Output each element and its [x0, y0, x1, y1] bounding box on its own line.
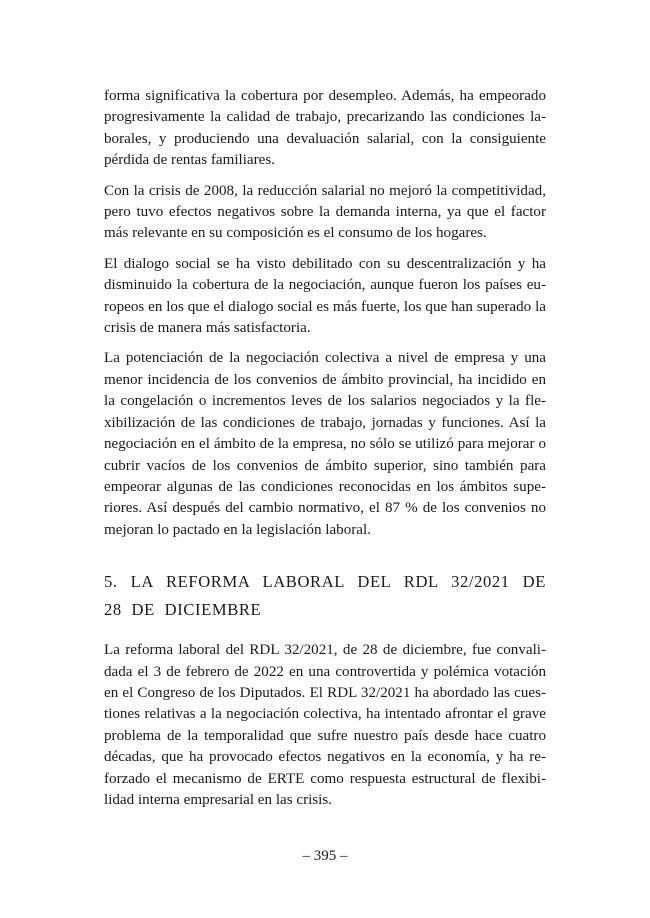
- page-number: – 395 –: [302, 848, 348, 864]
- paragraph-social-dialogue: El dialogo social se ha visto debilitado con su descentralización y ha disminuido la cobertura de la negociación, aunque fueron los países europeos en los que el dialogo social es más fuerte, los que han superado la crisis de manera más satisfactoria.: [104, 255, 546, 337]
- section-heading: 5. LA REFORMA LABORAL DEL RDL 32/2021 DE 28 DE DICIEMBRE: [104, 572, 546, 620]
- paragraph-labour-reform: La reforma laboral del RDL 32/2021, de 28 de diciembre, fue convalidada el 3 de febrero de 2022 en una controvertida y polémica votación en el Congreso de los Diputados. El RDL 32/2021 ha abordado las cuestiones relativas a la negociación colectiva, ha intentado afrontar el grave problema de la temporalidad que sufre nuestro país desde hace cuatro décadas, que ha provocado efectos negativos en la economía, y ha reforzado el mecanismo de ERTE como respuesta estructural de flexibilidad interna empresarial en las crisis.: [104, 642, 546, 808]
- page-body: [104, 86, 546, 820]
- paragraph-unemployment-coverage: forma significativa la cobertura por desempleo. Además, ha empeorado progresivamente la calidad de trabajo, precarizando las condiciones laborales, y produciendo una devaluación salarial, con la consiguiente pérdida de rentas familiares.: [104, 88, 546, 169]
- paragraph-crisis-2008: Con la crisis de 2008, la reducción salarial no mejoró la competitividad, pero tuvo efectos negativos sobre la demanda interna, ya que el factor más relevante en su composición es el consumo de los hogares.: [104, 182, 546, 242]
- paragraph-collective-bargaining: La potenciación de la negociación colectiva a nivel de empresa y una menor incidencia de los convenios de ámbito provincial, ha incidido en la congelación o incrementos leves de los salarios negociados y la flexibilización de las condiciones de trabajo, jornadas y funciones. Así la negociación en el ámbito de la empresa, no sólo se utilizó para mejorar o cubrir vacíos de los convenios de ámbito superior, sino también para empeorar algunas de las condiciones reconocidas en los ámbitos superiores. Así después del cambio normativo, el 87 % de los convenios no mejoran lo pactado en la legislación laboral.: [104, 350, 546, 538]
